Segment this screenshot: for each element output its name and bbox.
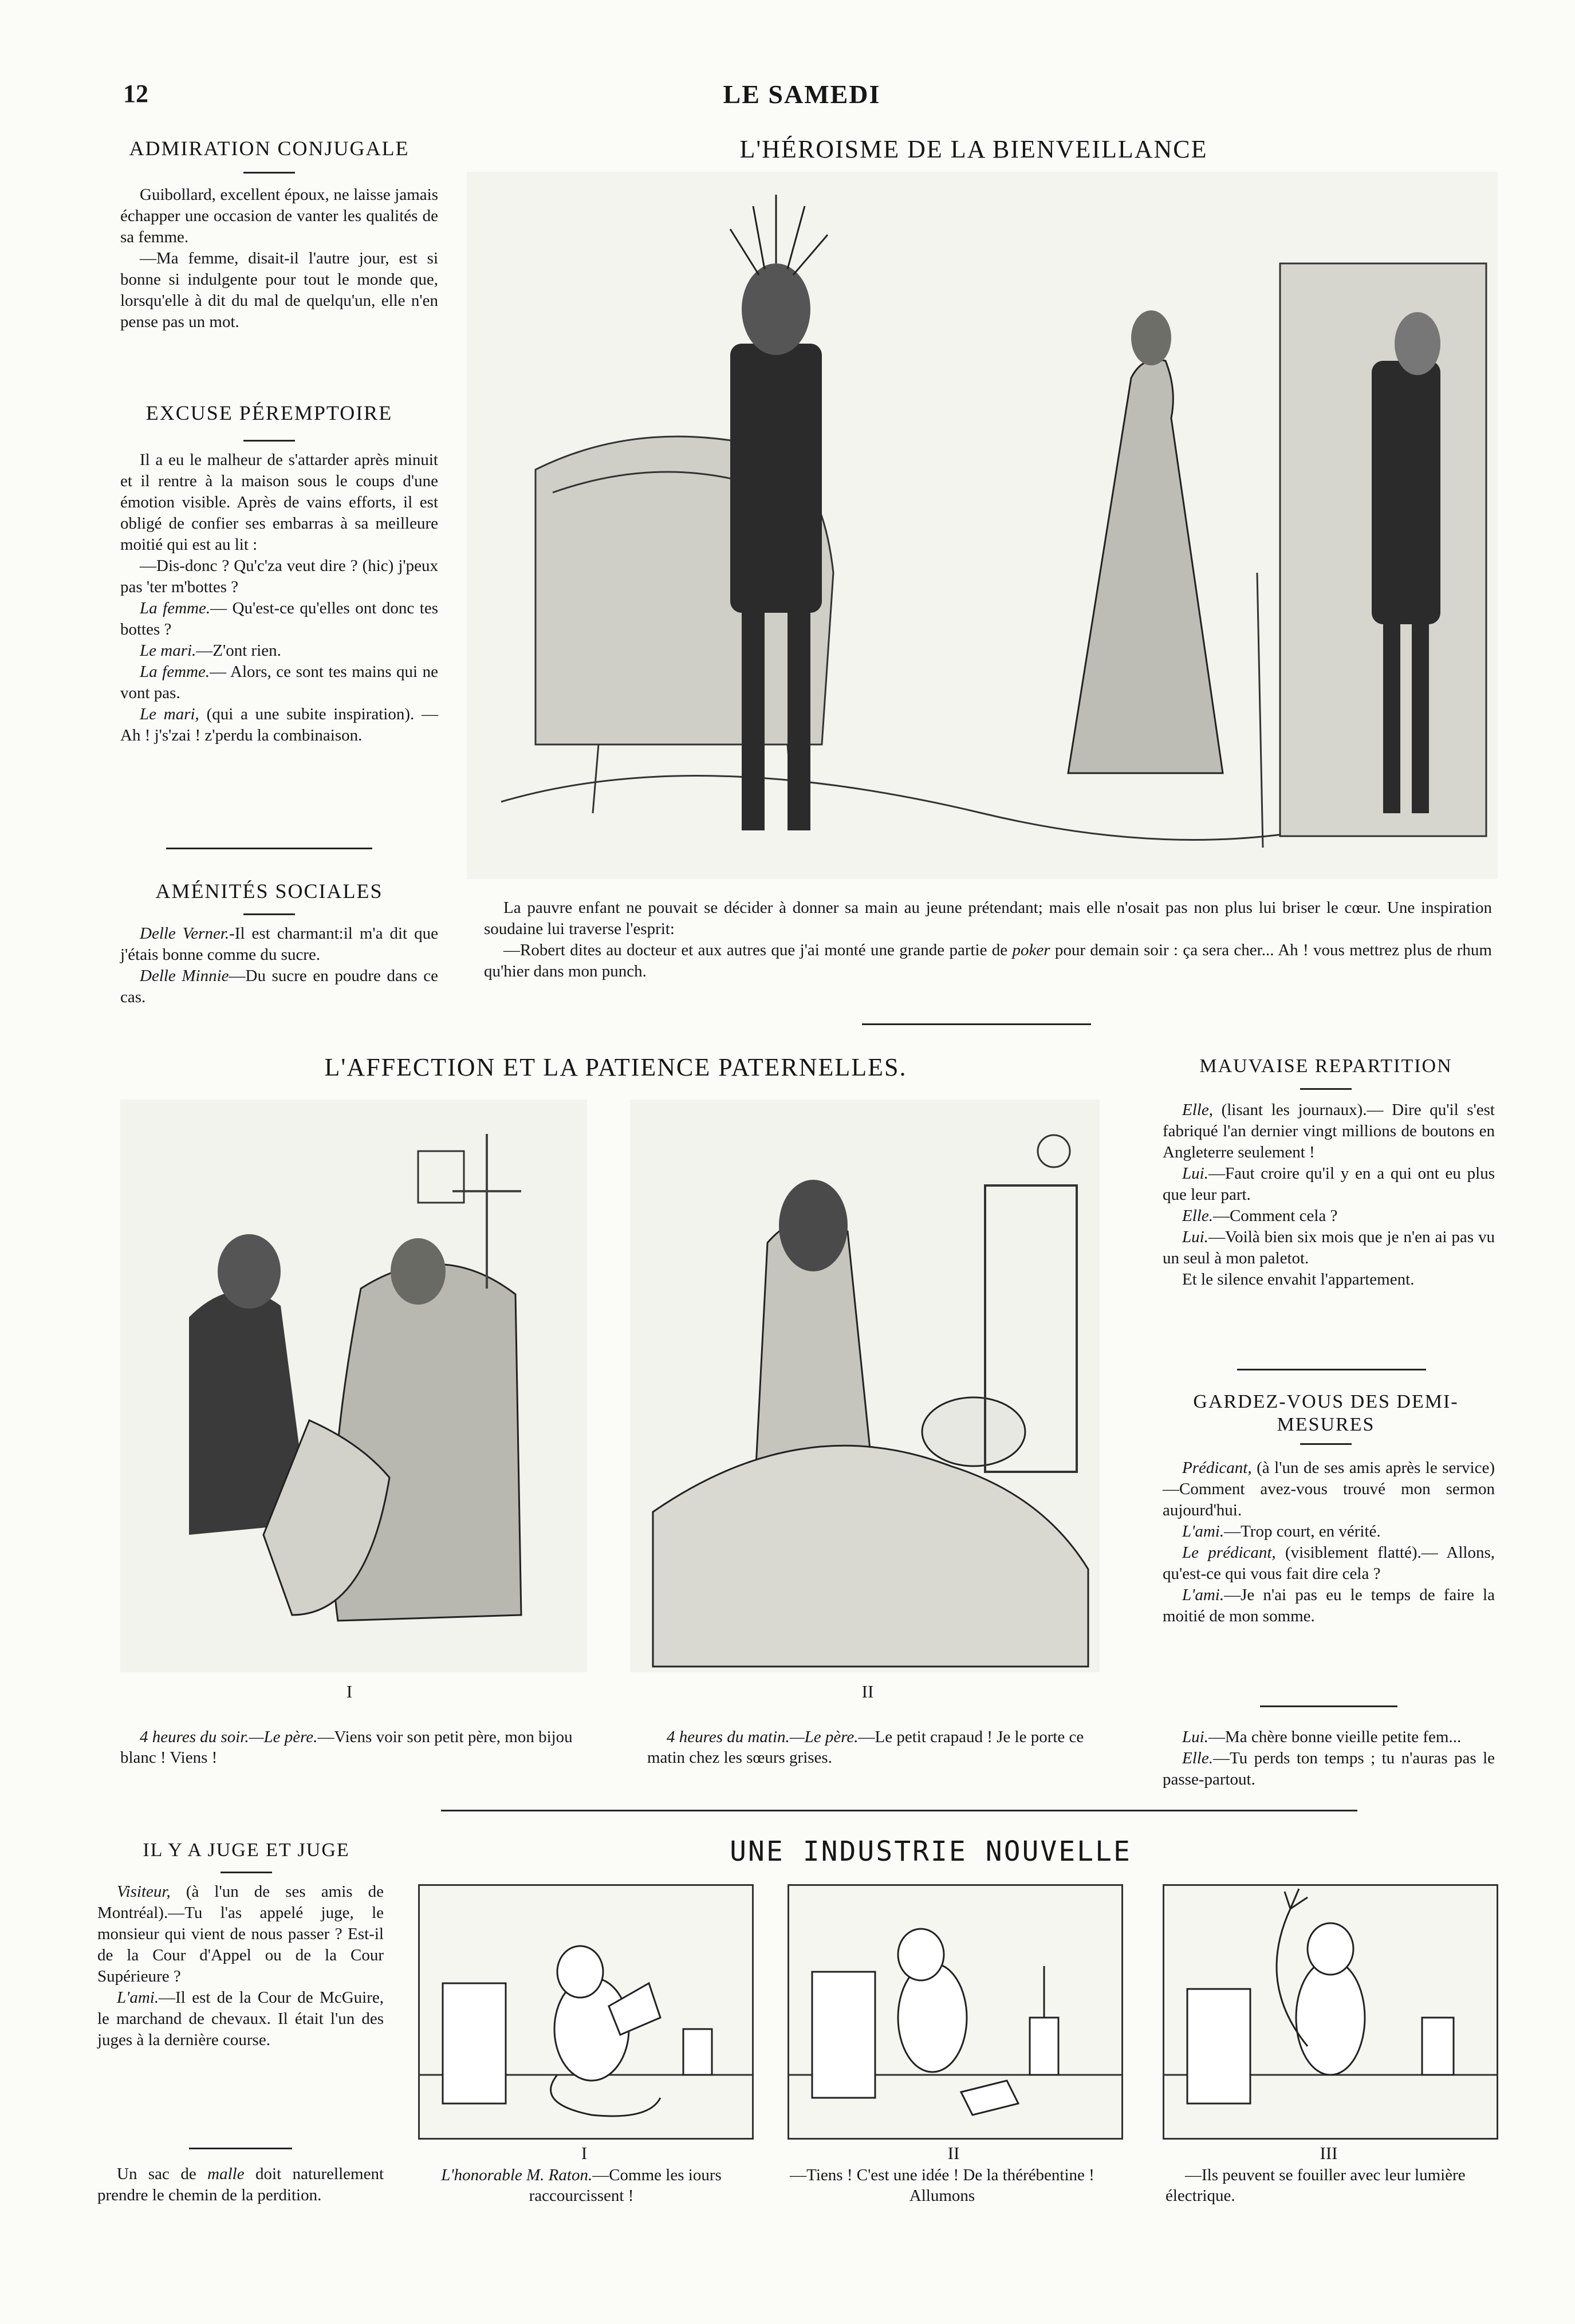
excuse-p3: La femme.— Qu'est-ce qu'elles ont donc tes bottes ? [120, 599, 438, 639]
admiration-body [120, 184, 438, 333]
admiration-p1: Guibollard, excellent époux, ne laisse jamais échapper une occasion de vanter les qualités de sa femme. [120, 186, 438, 246]
excuse-p6-speaker: Le mari, [140, 705, 199, 723]
heroisme-caption1: La pauvre enfant ne pouvait se décider à donner sa main au jeune prétendant; mais elle n'osait pas non plus lui briser le cœur. Une inspiration soudaine lui traverse l'esprit: [484, 899, 1492, 938]
divider [243, 440, 295, 442]
heroisme-caption2: —Robert dites au docteur et aux autres que j'ai monté une grande partie de poker pour demain soir : ça sera cher... Ah ! vous mettrez plus de rhum qu'hier dans mon punch. [484, 941, 1492, 980]
industrie-panel1-illustration [418, 1884, 754, 2140]
affection-panel1-illustration [120, 1100, 587, 1672]
divider [862, 1023, 1091, 1025]
affection-panel2-caption: 4 heures du matin.—Le père.—Le petit crapaud ! Je le porte ce matin chez les sœurs grises. [647, 1728, 1084, 1767]
affection-panel1-caption: 4 heures du soir.—Le père.—Viens voir son petit père, mon bijou blanc ! Viens ! [120, 1728, 573, 1767]
industrie-panel1-number: I [581, 2143, 588, 2163]
excuse-p6: Le mari, (qui a une subite inspiration). — Ah ! j's'zai ! z'perdu la combinaison. [120, 705, 439, 745]
affection-panel2-illustration [630, 1100, 1100, 1672]
divider [243, 172, 295, 174]
industrie-panel1-caption: L'honorable M. Raton.—Comme les iours raccourcissent ! [441, 2166, 722, 2205]
heroisme-engraving [467, 172, 1498, 879]
amenites-body [120, 923, 438, 1008]
heroisme-caption [484, 897, 1492, 982]
rat-reading-paper [420, 1886, 752, 2138]
divider [243, 913, 295, 915]
industrie-panel2-illustration [788, 1884, 1123, 2140]
journal-title: LE SAMEDI [723, 80, 881, 109]
amenites-title: AMÉNITÉS SOCIALES [155, 880, 383, 903]
divider [220, 1872, 272, 1873]
excuse-p2: —Dis-donc ? Qu'c'za veut dire ? (hic) j'peux pas 'ter m'bottes ? [120, 557, 438, 596]
excuse-p3-speaker: La femme. [140, 599, 211, 617]
excuse-p1: Il a eu le malheur de s'attarder après minuit et il rentre à la maison sous le coups d'une émotion visible. Après de vains efforts, il est obligé de confier ses embarras à sa meilleure moitié qui est au lit : [120, 451, 438, 554]
divider [1237, 1369, 1426, 1370]
juge-body-2: Un sac de malle doit naturellement prendre le chemin de la perdition. [97, 2165, 384, 2204]
industrie-title: UNE INDUSTRIE NOUVELLE [730, 1835, 1132, 1868]
page-number: 12 [123, 80, 148, 108]
affection-panel2-number: II [861, 1681, 874, 1701]
amenites-p1: Delle Verner.-Il est charmant:il m'a dit que j'étais bonne comme du sucre. [120, 924, 438, 964]
excuse-p4: Le mari.—Z'ont rien. [140, 641, 281, 660]
divider [1260, 1705, 1397, 1707]
industrie-panel2-number: II [947, 2143, 960, 2163]
excuse-p4-speaker: Le mari. [140, 641, 196, 660]
industrie-panel3-caption: —Ils peuvent se fouiller avec leur lumière électrique. [1166, 2166, 1466, 2205]
gardez-title: GARDEZ-VOUS DES DEMI- MESURES [1193, 1391, 1459, 1435]
excuse-p5-speaker: La femme. [140, 663, 210, 681]
father-with-child-evening [120, 1100, 587, 1672]
industrie-panel3-number: III [1320, 2143, 1338, 2163]
divider [189, 2148, 292, 2149]
admiration-p2: —Ma femme, disait-il l'autre jour, est si bonne si indulgente pour tout le monde que, lorsqu'elle à dit du mal de quelqu'un, elle n'en pense pas un mot. [120, 249, 438, 331]
divider [441, 1810, 1357, 1811]
juge-title: IL Y A JUGE ET JUGE [143, 1839, 350, 1861]
heroisme-title: L'HÉROISME DE LA BIENVEILLANCE [739, 135, 1208, 163]
juge-body: Visiteur, (à l'un de ses amis de Montréal).—Tu l'as appelé juge, le monsieur qui vient de nous passer ? Est-il de la Cour d'Appel ou de la Cour Supérieure ? L'ami.—Il est de la Cour de McGuire, le marchand de chevaux. Il était l'un des juges à la dernière course. [97, 1882, 384, 2049]
amenites-p2: Delle Minnie—Du sucre en poudre dans ce cas. [120, 967, 438, 1006]
excuse-title: EXCUSE PÉREMPTOIRE [145, 401, 393, 424]
father-with-child-night [630, 1100, 1100, 1672]
gardez-body: Prédicant, (à l'un de ses amis après le service)—Comment avez-vous trouvé mon sermon aujourd'hui. L'ami.—Trop court, en vérité. Le prédicant, (visiblement flatté).— Allons, qu'est-ce qui vous fait dire cela ? L'ami.—Je n'ai pas eu le temps de faire la moitié de mon somme. [1163, 1459, 1495, 1625]
parlor-scene-illustration [467, 172, 1498, 879]
mauvaise-title: MAUVAISE REPARTITION [1199, 1055, 1452, 1077]
rat-with-turpentine [789, 1886, 1121, 2138]
admiration-title: ADMIRATION CONJUGALE [129, 137, 410, 160]
mauvaise-body: Elle, (lisant les journaux).— Dire qu'il s'est fabriqué l'an dernier vingt millions de boutons en Angleterre seulement ! Lui.—Faut croire qu'il y en a qui ont eu plus que leur part. Elle.—Comment cela ? Lui.—Voilà bien six mois que je n'en ai pas vu un seul à mon paletot. Et le silence envahit l'appartement. [1163, 1101, 1495, 1289]
divider [166, 848, 372, 849]
rat-with-lit-tail [1164, 1886, 1497, 2138]
affection-panel1-number: I [346, 1681, 353, 1701]
affection-title: L'AFFECTION ET LA PATIENCE PATERNELLES. [324, 1053, 907, 1081]
divider [1300, 1443, 1352, 1445]
excuse-p5: La femme.— Alors, ce sont tes mains qui ne vont pas. [120, 663, 438, 702]
divider [1300, 1088, 1352, 1090]
industrie-panel3-illustration [1163, 1884, 1498, 2140]
gardez-body-2: Lui.—Ma chère bonne vieille petite fem... Elle.—Tu perds ton temps ; tu n'auras pas le passe-partout. [1163, 1728, 1495, 1789]
industrie-panel2-caption: —Tiens ! C'est une idée ! De la thérébentine ! Allumons [790, 2166, 1094, 2205]
excuse-body [120, 450, 438, 746]
